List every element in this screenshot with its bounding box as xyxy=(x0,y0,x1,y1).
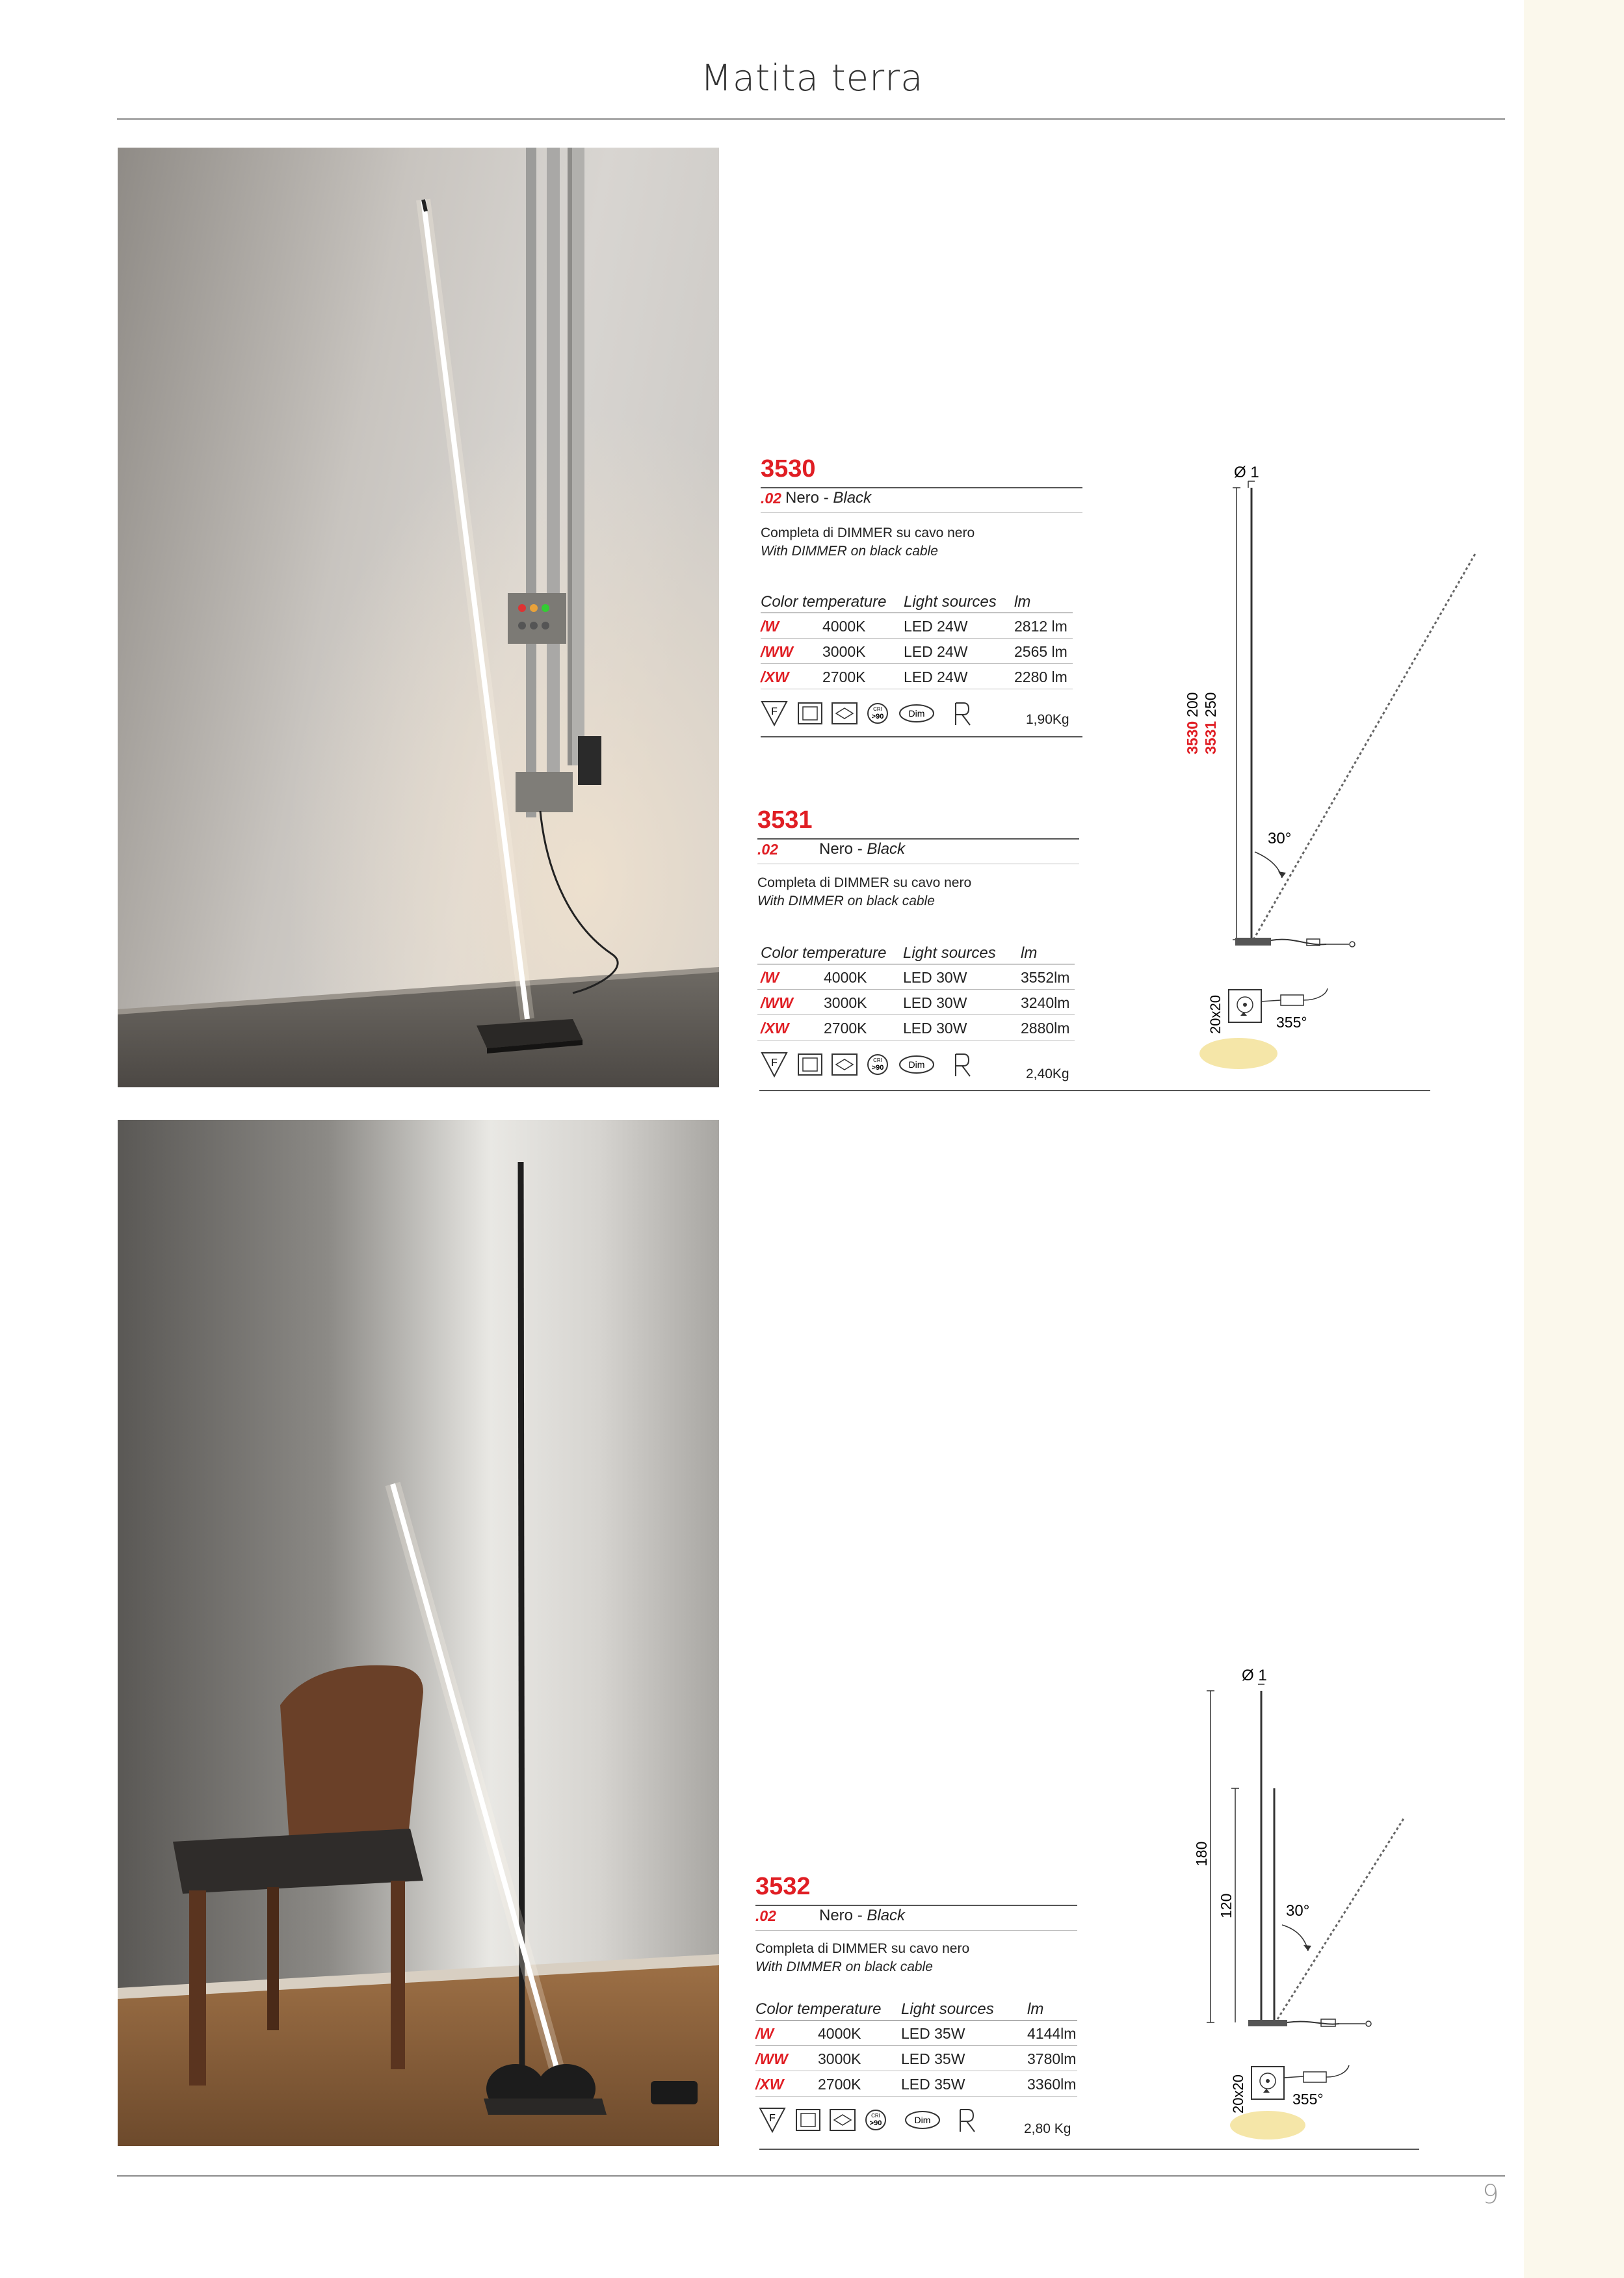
f-mark-label: F xyxy=(769,2113,776,2124)
column-header: lm xyxy=(1021,944,1038,962)
finish-it: Nero - xyxy=(819,1907,867,1924)
row-temp: 3000K xyxy=(822,643,866,660)
row-source: LED 24W xyxy=(904,643,968,660)
product-spec-3531 xyxy=(757,806,1079,1093)
row-code: /XW xyxy=(755,2076,784,2093)
finish-it: Nero - xyxy=(819,840,867,858)
row-source: LED 24W xyxy=(904,618,968,635)
product-spec-3530 xyxy=(761,455,1082,741)
driver-box-icon xyxy=(832,703,857,724)
driver-box-icon xyxy=(832,1054,857,1075)
divider xyxy=(755,2045,1077,2046)
height-value: 250 xyxy=(1202,692,1219,717)
description-it: Completa di DIMMER su cavo nero xyxy=(757,875,972,890)
row-lm: 2280 lm xyxy=(1014,669,1067,685)
cri-icon xyxy=(868,704,887,723)
variant-code: .02 xyxy=(757,841,778,858)
header-rule xyxy=(117,118,1505,120)
cri-value: >90 xyxy=(871,1064,884,1072)
cri-label: CRI xyxy=(873,1057,882,1063)
row-temp: 3000K xyxy=(818,2050,861,2067)
certification-icons xyxy=(761,699,995,732)
height-label-120: 120 xyxy=(1218,1893,1235,1918)
divider xyxy=(761,736,1082,737)
column-header: lm xyxy=(1027,2000,1044,2018)
description-en: With DIMMER on black cable xyxy=(761,544,938,559)
dim-label: Dim xyxy=(908,1059,925,1070)
technical-drawing-top xyxy=(1157,455,1495,1079)
product-photo-top xyxy=(118,148,719,1087)
cri-label: CRI xyxy=(873,706,882,712)
row-temp: 2700K xyxy=(818,2076,861,2093)
weight: 2,80 Kg xyxy=(1024,2121,1071,2136)
section-rule xyxy=(759,2149,1419,2150)
height-label-3530 xyxy=(1184,692,1201,754)
row-temp: 3000K xyxy=(824,994,867,1011)
rotation-label: 355° xyxy=(1292,2091,1324,2108)
dimmable-icon xyxy=(900,705,934,722)
page-number: 9 xyxy=(1482,2180,1499,2210)
description-en: With DIMMER on black cable xyxy=(755,1959,933,1974)
finish-en: Black xyxy=(867,840,906,858)
rotation-label: 355° xyxy=(1276,1014,1307,1031)
r-mark-icon xyxy=(956,1054,970,1076)
variant-code: .02 xyxy=(755,1907,776,1924)
divider xyxy=(755,1905,1077,1906)
row-lm: 2565 lm xyxy=(1014,643,1067,660)
angle-label: 30° xyxy=(1268,830,1292,847)
diameter-label: Ø 1 xyxy=(1242,1667,1267,1684)
cri-icon xyxy=(868,1055,887,1074)
product-code: 3532 xyxy=(755,1873,811,1900)
finish-en: Black xyxy=(833,489,872,507)
class-ii-inner xyxy=(801,2113,815,2126)
row-code: /XW xyxy=(761,669,789,685)
finish-label xyxy=(785,489,871,507)
row-lm: 4144lm xyxy=(1027,2025,1077,2042)
row-source: LED 35W xyxy=(901,2025,965,2042)
diameter-label: Ø 1 xyxy=(1234,464,1259,481)
r-mark-icon xyxy=(960,2110,975,2132)
r-mark-icon xyxy=(956,703,970,725)
row-code: /W xyxy=(755,2025,774,2042)
f-mark-icon xyxy=(762,702,787,725)
finish-label xyxy=(819,1907,905,1925)
row-code: /XW xyxy=(761,1020,789,1037)
finish-en: Black xyxy=(867,1907,906,1924)
divider xyxy=(761,512,1082,513)
cri-icon xyxy=(866,2110,885,2130)
product-photo-bottom xyxy=(118,1120,719,2146)
row-temp: 4000K xyxy=(824,969,867,986)
divider xyxy=(761,663,1073,664)
row-source: LED 30W xyxy=(903,1020,967,1037)
row-source: LED 24W xyxy=(904,669,968,685)
cri-value: >90 xyxy=(869,2119,882,2127)
row-lm: 2880lm xyxy=(1021,1020,1070,1037)
row-temp: 2700K xyxy=(824,1020,867,1037)
height-label-3531 xyxy=(1202,692,1219,754)
product-spec-3532 xyxy=(755,1873,1077,2146)
column-header: lm xyxy=(1014,593,1031,611)
divider xyxy=(757,989,1075,990)
footer-rule xyxy=(117,2175,1505,2177)
class-ii-icon xyxy=(798,1054,822,1075)
divider xyxy=(757,838,1079,840)
height-code: 3530 xyxy=(1184,721,1201,754)
description-it: Completa di DIMMER su cavo nero xyxy=(761,525,975,540)
product-code: 3530 xyxy=(761,455,816,483)
divider xyxy=(755,1930,1077,1931)
row-lm: 3552lm xyxy=(1021,969,1070,986)
row-code: /WW xyxy=(755,2050,788,2067)
description xyxy=(757,874,971,910)
divider xyxy=(761,487,1082,488)
f-mark-label: F xyxy=(771,706,778,717)
class-ii-inner xyxy=(803,1058,817,1071)
row-lm: 2812 lm xyxy=(1014,618,1067,635)
row-code: /W xyxy=(761,618,779,635)
f-mark-icon xyxy=(762,1053,787,1076)
class-ii-inner xyxy=(803,707,817,720)
row-code: /WW xyxy=(761,994,793,1011)
base-size-label: 20x20 xyxy=(1230,2074,1246,2113)
technical-drawing-bottom xyxy=(1170,1658,1443,2139)
column-header: Color temperature xyxy=(761,944,887,962)
row-source: LED 35W xyxy=(901,2050,965,2067)
row-temp: 2700K xyxy=(822,669,866,685)
column-header: Light sources xyxy=(901,2000,994,2018)
dim-label: Dim xyxy=(914,2115,931,2125)
row-temp: 4000K xyxy=(822,618,866,635)
base-size-label: 20x20 xyxy=(1207,995,1224,1034)
height-code: 3531 xyxy=(1202,721,1219,754)
description xyxy=(755,1940,969,1976)
page-title: Matita terra xyxy=(700,57,924,99)
certification-icons xyxy=(759,2106,993,2138)
certification-icons xyxy=(761,1050,995,1083)
variant-code: .02 xyxy=(761,490,781,507)
column-header: Color temperature xyxy=(755,2000,882,2018)
cri-label: CRI xyxy=(871,2113,880,2119)
dim-label: Dim xyxy=(908,708,925,719)
row-temp: 4000K xyxy=(818,2025,861,2042)
description-en: With DIMMER on black cable xyxy=(757,894,935,908)
row-source: LED 30W xyxy=(903,969,967,986)
description-it: Completa di DIMMER su cavo nero xyxy=(755,1941,970,1956)
description xyxy=(761,524,975,561)
height-label-180: 180 xyxy=(1193,1841,1210,1866)
product-code: 3531 xyxy=(757,806,813,834)
divider xyxy=(761,638,1073,639)
finish-label xyxy=(819,840,905,858)
divider xyxy=(755,2096,1077,2097)
finish-it: Nero - xyxy=(785,489,833,507)
page-margin-strip xyxy=(1524,0,1624,2278)
cri-value: >90 xyxy=(871,713,884,721)
f-mark-icon xyxy=(760,2108,785,2132)
row-code: /W xyxy=(761,969,779,986)
divider xyxy=(757,1014,1075,1015)
row-source: LED 35W xyxy=(901,2076,965,2093)
row-lm: 3360lm xyxy=(1027,2076,1077,2093)
row-lm: 3780lm xyxy=(1027,2050,1077,2067)
dimmable-icon xyxy=(906,2112,939,2128)
row-code: /WW xyxy=(761,643,793,660)
dimmable-icon xyxy=(900,1056,934,1073)
height-value: 200 xyxy=(1184,692,1201,717)
angle-label: 30° xyxy=(1286,1902,1310,1920)
driver-box-icon xyxy=(830,2110,855,2130)
weight: 1,90Kg xyxy=(1026,712,1069,727)
row-source: LED 30W xyxy=(903,994,967,1011)
column-header: Color temperature xyxy=(761,593,887,611)
column-header: Light sources xyxy=(903,944,996,962)
section-rule xyxy=(759,1090,1430,1091)
weight: 2,40Kg xyxy=(1026,1066,1069,1081)
f-mark-label: F xyxy=(771,1057,778,1068)
row-lm: 3240lm xyxy=(1021,994,1070,1011)
column-header: Light sources xyxy=(904,593,997,611)
class-ii-icon xyxy=(798,703,822,724)
class-ii-icon xyxy=(796,2110,820,2130)
